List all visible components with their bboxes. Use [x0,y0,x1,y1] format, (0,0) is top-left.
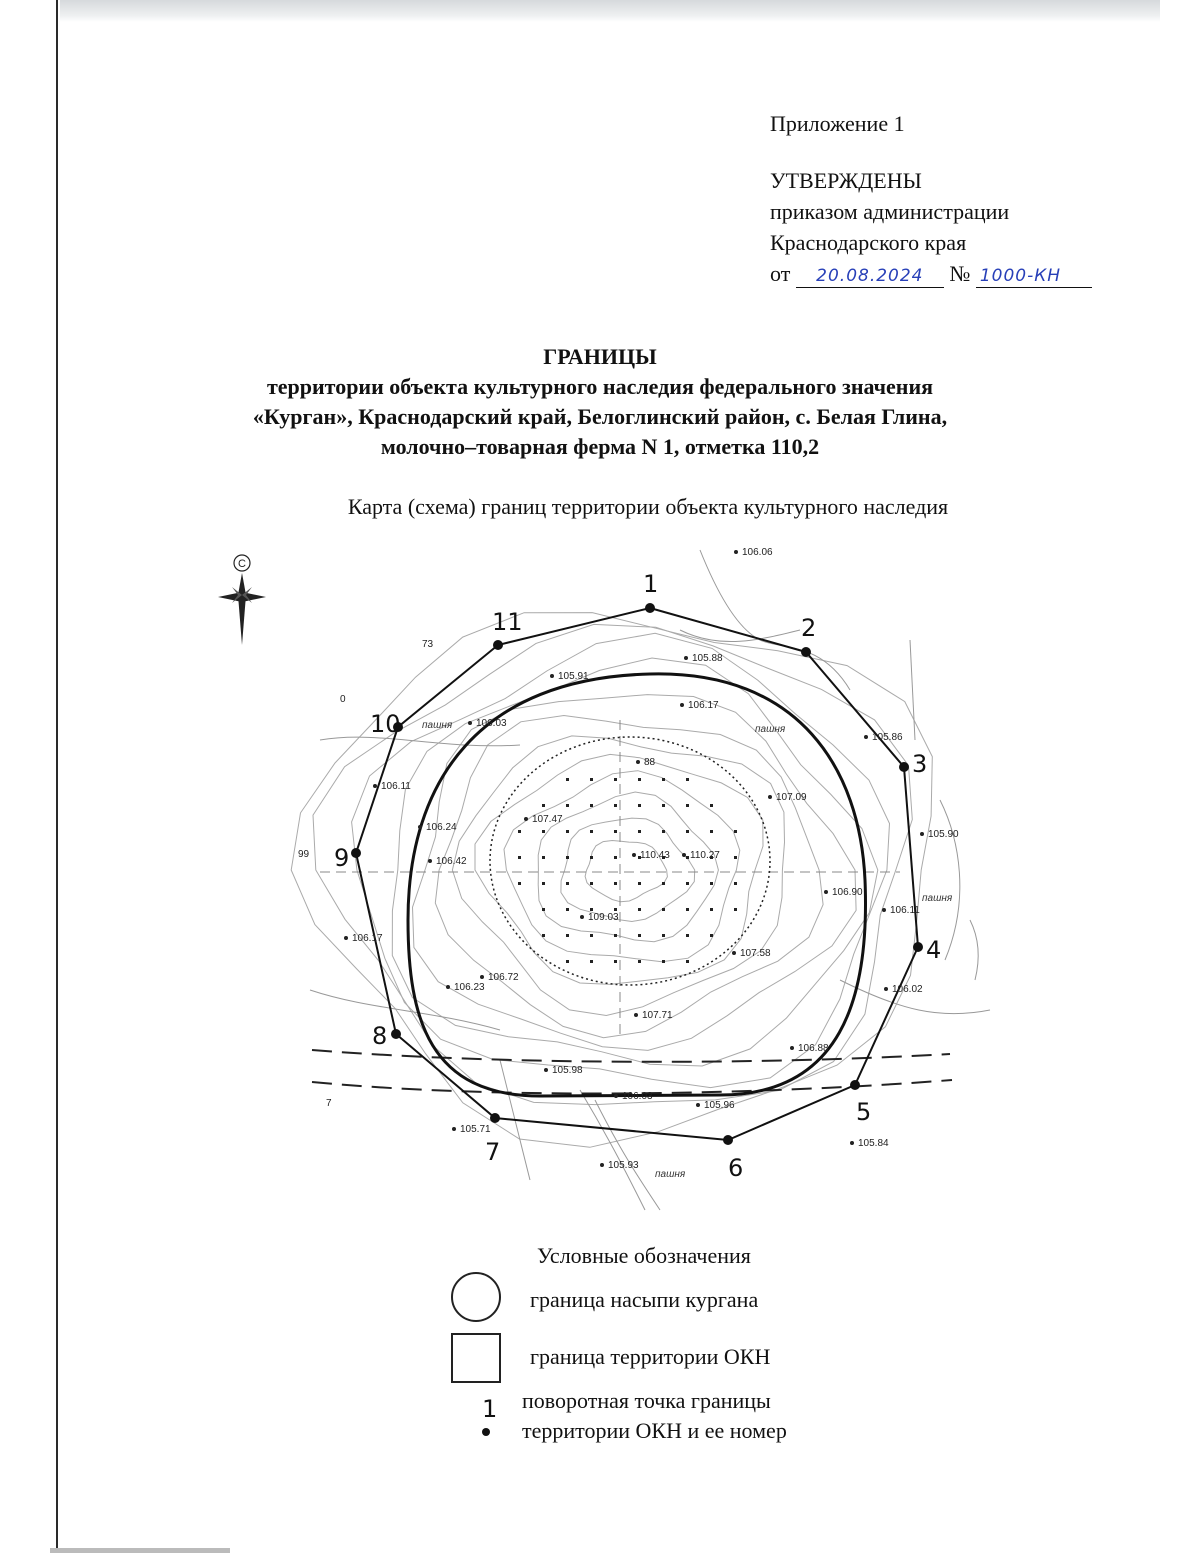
spot-height-label: 106.17 [688,700,719,711]
grid-dot [614,960,617,963]
grid-dot [566,778,569,781]
spot-height-label: 106.03 [476,718,507,729]
approved-region: Краснодарского края [770,230,967,255]
grid-dot [710,908,713,911]
boundary-vertex [850,1080,860,1090]
grid-dot [590,778,593,781]
spot-height-dot [524,817,528,821]
boundary-vertex [913,942,923,952]
spot-height-label: 107.71 [642,1010,673,1021]
boundary-vertex [645,603,655,613]
boundary-map [200,540,1000,1220]
boundary-vertex [391,1029,401,1039]
edge-mark: 99 [298,849,310,860]
boundary-vertex [490,1113,500,1123]
spot-height-dot [446,985,450,989]
contour-line [504,771,740,962]
spot-height-dot [864,735,868,739]
north-arrow-icon [238,573,246,645]
contour-line [352,633,890,1087]
grid-dot [590,882,593,885]
grid-dot [686,960,689,963]
spot-height-label: 105.98 [552,1065,583,1076]
grid-dot [590,908,593,911]
grid-dot [518,856,521,859]
spot-height-dot [850,1141,854,1145]
vertex-number: 5 [856,1098,872,1126]
spot-height-label: 106.17 [352,933,383,944]
grid-dot [590,934,593,937]
vertex-number: 7 [485,1138,501,1166]
spot-height-label: 109.03 [588,912,619,923]
field-label: пашня [422,720,453,731]
order-date: 20.08.2024 [816,266,924,286]
grid-dot [662,908,665,911]
grid-dot [638,908,641,911]
grid-dot [542,882,545,885]
spot-height-dot [580,915,584,919]
legend-point-line-2: территории ОКН и ее номер [522,1418,787,1443]
spot-height-label: 106.23 [454,982,485,993]
excavation-boundary [490,737,770,985]
grid-dot [566,908,569,911]
spot-height-dot [882,908,886,912]
spot-height-label: 105.96 [704,1100,735,1111]
grid-dot [662,830,665,833]
grid-dot [542,908,545,911]
spot-height-label: 106.11 [890,905,920,916]
spot-height-dot [373,784,377,788]
legend-mound-text: граница насыпи кургана [530,1287,759,1312]
grid-dot [566,960,569,963]
territory-boundary [356,608,918,1140]
grid-dot [686,856,689,859]
spot-height-dot [682,853,686,857]
legend-point-dot [482,1428,490,1436]
number-label: № [949,261,971,286]
title-line-4: молочно–товарная ферма N 1, отметка 110,2 [380,434,820,459]
contour-line [291,613,932,1148]
from-label: от [770,261,791,286]
spot-height-label: 105.88 [692,653,723,664]
grid-dot [566,830,569,833]
grid-dot [518,882,521,885]
vertex-number: 4 [926,936,942,964]
grid-dot [638,934,641,937]
grid-dot [518,830,521,833]
boundary-vertex [899,762,909,772]
grid-dot [662,804,665,807]
field-label: пашня [655,1169,686,1180]
spot-height-label: 106.06 [742,547,773,558]
grid-dot [638,778,641,781]
grid-dot [638,830,641,833]
grid-dot [686,908,689,911]
legend-point-number: 1 [482,1395,498,1423]
spot-height-dot [452,1127,456,1131]
spot-height-label: 105.90 [928,829,959,840]
spot-height-dot [684,656,688,660]
contour-lines [291,613,932,1148]
spot-height-label: 107.09 [776,792,807,803]
spot-height-dot [544,1068,548,1072]
north-label: С [238,558,246,570]
grid-dot [614,882,617,885]
scan-bottom-mark [50,1548,230,1553]
grid-dot [686,882,689,885]
title-line-2: территории объекта культурного наследия федерального значения [266,374,934,399]
vertex-number: 8 [372,1022,388,1050]
grid-dot [590,960,593,963]
grid-dot [590,830,593,833]
edge-mark: 7 [326,1098,332,1109]
spot-heights [344,547,959,1171]
spot-height-label: 106.88 [798,1043,829,1054]
spot-height-dot [614,1094,618,1098]
spot-height-label: 106.24 [426,822,457,833]
vertex-number: 10 [370,710,401,738]
grid-dot [734,882,737,885]
approved-label: УТВЕРЖДЕНЫ [770,168,922,193]
spot-height-dot [632,853,636,857]
spot-height-dot [344,936,348,940]
grid-dot [614,804,617,807]
vertex-number: 9 [334,844,350,872]
boundary-vertex [493,640,503,650]
legend-territory-icon [451,1333,501,1383]
edge-mark: 73 [422,639,434,650]
spot-height-dot [734,550,738,554]
spot-height-label: 110.43 [640,850,670,861]
grid-dot [662,778,665,781]
spot-height-label: 107.58 [740,948,771,959]
spot-height-dot [428,859,432,863]
legend-point-line-1: поворотная точка границы [522,1388,771,1413]
north-arrow [218,555,266,645]
grid-dot [710,804,713,807]
grid-dot [542,856,545,859]
vertex-number: 11 [492,608,523,636]
grid-dot [638,804,641,807]
grid-dot [542,934,545,937]
grid-dot [542,804,545,807]
spot-height-dot [636,760,640,764]
grid-dot [614,856,617,859]
spot-height-label: 105.71 [460,1124,491,1135]
spot-height-label: 105.93 [608,1160,639,1171]
spot-height-label: 106.72 [488,972,519,983]
spot-height-dot [680,703,684,707]
spot-height-dot [418,825,422,829]
spot-height-dot [634,1013,638,1017]
scan-top-band [60,0,1160,22]
map-subtitle: Карта (схема) границ территории объекта культурного наследия [347,494,949,519]
legend-territory-text: граница территории ОКН [530,1344,771,1369]
vertex-number: 6 [728,1154,744,1182]
grid-dot [590,804,593,807]
grid-dot [614,778,617,781]
contour-line [561,818,695,921]
legend-title: Условные обозначения [537,1243,751,1268]
spot-height-dot [480,975,484,979]
contour-line [475,754,763,984]
vertex-number: 2 [801,614,817,642]
spot-height-label: 88 [644,757,656,768]
spot-height-label: 106.11 [381,781,411,792]
title-line-1: ГРАНИЦЫ [543,344,657,369]
grid-dot [662,882,665,885]
grid-dot [710,882,713,885]
grid-dot [734,830,737,833]
spot-height-label: 106.90 [832,887,863,898]
title-line-3: «Курган», Краснодарский край, Белоглинский район, с. Белая Глина, [252,404,948,429]
grid-dot [542,830,545,833]
spot-height-label: 105.86 [872,732,903,743]
legend-mound-icon [451,1272,501,1322]
edge-mark: 0 [340,694,346,705]
order-date-line [770,258,1092,289]
grid-dot [734,856,737,859]
spot-height-label: 106.03 [622,1091,653,1102]
spot-height-dot [732,951,736,955]
grid-dot [710,934,713,937]
spot-height-dot [790,1046,794,1050]
spot-height-label: 110.27 [690,850,720,861]
grid-dot [566,804,569,807]
vertex-number: 1 [643,570,659,598]
order-number: 1000-КН [979,266,1062,286]
field-label: пашня [755,724,786,735]
appendix-label: Приложение 1 [770,111,905,136]
grid-dot [710,830,713,833]
grid-dot [590,856,593,859]
grid-dot [686,778,689,781]
spot-height-dot [884,987,888,991]
grid-dot [638,960,641,963]
legend-point-text [522,1386,787,1446]
grid-dot [662,960,665,963]
grid-dot [662,934,665,937]
spot-height-label: 106.02 [892,984,923,995]
spot-height-dot [468,721,472,725]
grid-dot [686,830,689,833]
grid-dot [614,908,617,911]
scan-left-edge [56,0,58,1553]
grid-dot [614,934,617,937]
document-title [0,342,1200,462]
spot-height-label: 105.91 [558,671,589,682]
boundary-vertex [801,647,811,657]
grid-dot [566,856,569,859]
spot-height-label: 106.42 [436,856,467,867]
spot-height-label: 107.47 [532,814,563,825]
vertex-number: 3 [912,750,928,778]
spot-height-dot [920,832,924,836]
spot-height-dot [600,1163,604,1167]
grid-dot [566,882,569,885]
grid-dot [686,804,689,807]
spot-height-dot [768,795,772,799]
grid-dot [614,830,617,833]
spot-height-dot [824,890,828,894]
terrain-lines [310,550,990,1210]
approval-block [770,108,1092,289]
boundary-vertex [723,1135,733,1145]
spot-height-label: 105.84 [858,1138,889,1149]
approved-by-order: приказом администрации [770,199,1010,224]
grid-dot [734,908,737,911]
boundary-vertex [351,848,361,858]
grid-dot [638,882,641,885]
grid-dot [566,934,569,937]
spot-height-dot [696,1103,700,1107]
grid-dot [686,934,689,937]
spot-height-dot [550,674,554,678]
field-label: пашня [922,893,953,904]
